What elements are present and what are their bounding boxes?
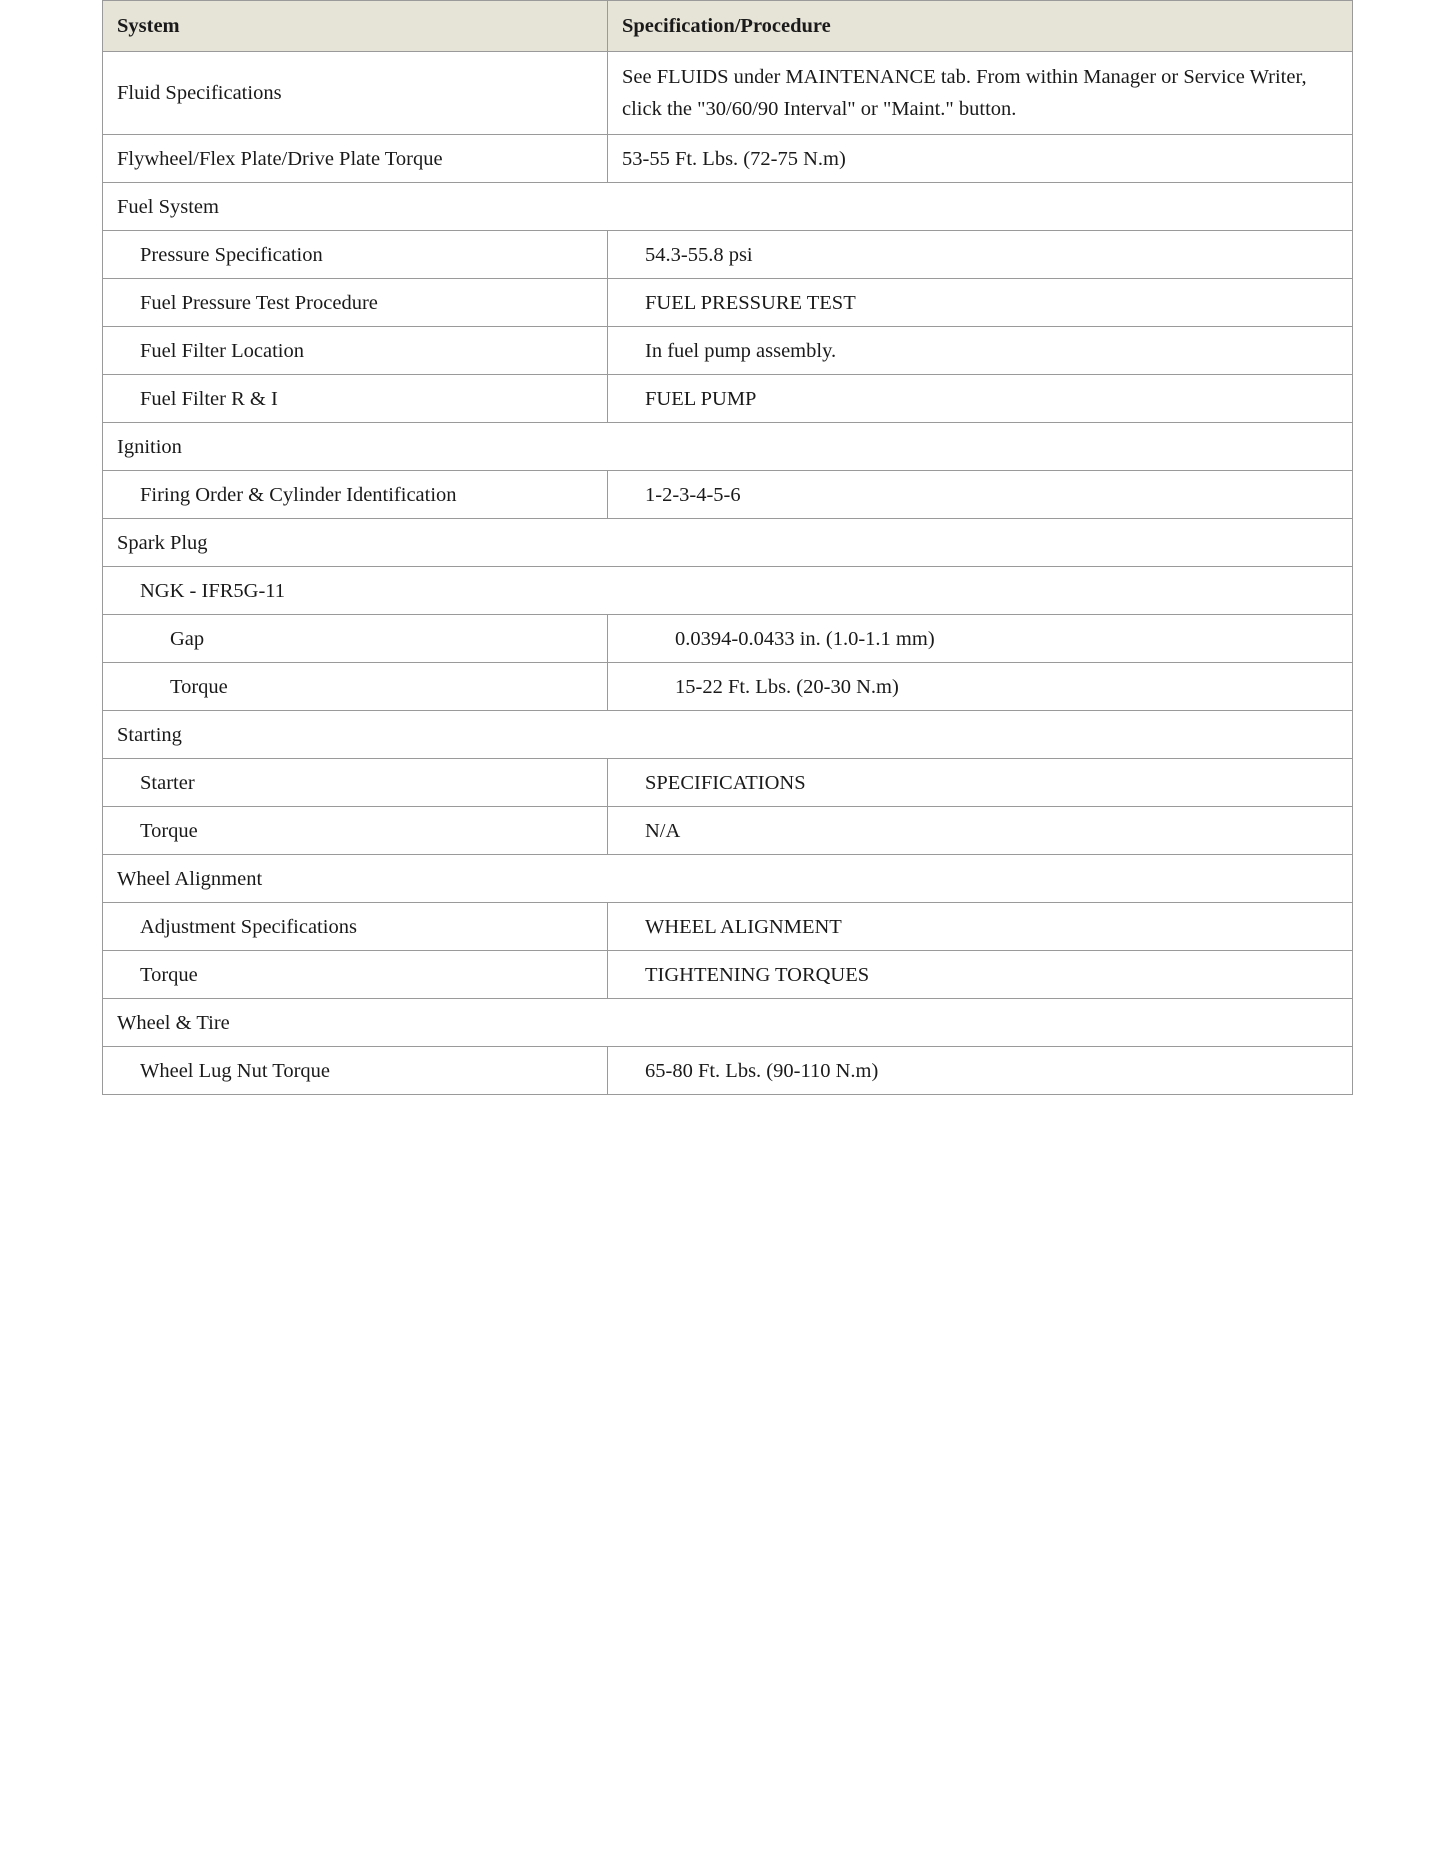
row-value-flywheel-torque: 53-55 Ft. Lbs. (72-75 N.m) — [608, 135, 1353, 183]
subsection-ngk-plug: NGK - IFR5G-11 — [103, 567, 1353, 615]
table-row — [103, 279, 1353, 327]
section-row — [103, 711, 1353, 759]
table-row — [103, 903, 1353, 951]
table-row — [103, 231, 1353, 279]
row-label-plug-torque: Torque — [103, 663, 608, 711]
table-row — [103, 951, 1353, 999]
row-label-fuel-pressure-test: Fuel Pressure Test Procedure — [103, 279, 608, 327]
row-value-firing-order: 1-2-3-4-5-6 — [608, 471, 1353, 519]
table-row — [103, 375, 1353, 423]
row-value-adjustment-specifications: WHEEL ALIGNMENT — [608, 903, 1353, 951]
table-row — [103, 135, 1353, 183]
table-row — [103, 1047, 1353, 1095]
row-label-adjustment-specifications: Adjustment Specifications — [103, 903, 608, 951]
row-label-gap: Gap — [103, 615, 608, 663]
row-value-alignment-torque: TIGHTENING TORQUES — [608, 951, 1353, 999]
row-value-plug-torque: 15-22 Ft. Lbs. (20-30 N.m) — [608, 663, 1353, 711]
specifications-table — [102, 0, 1353, 1095]
section-row — [103, 423, 1353, 471]
row-label-fluid-specifications: Fluid Specifications — [103, 52, 608, 135]
header-system: System — [103, 1, 608, 52]
row-label-pressure-specification: Pressure Specification — [103, 231, 608, 279]
row-label-fuel-filter-ri: Fuel Filter R & I — [103, 375, 608, 423]
section-fuel-system: Fuel System — [103, 183, 1353, 231]
section-ignition: Ignition — [103, 423, 1353, 471]
table-row — [103, 663, 1353, 711]
row-value-fuel-pressure-test: FUEL PRESSURE TEST — [608, 279, 1353, 327]
row-label-alignment-torque: Torque — [103, 951, 608, 999]
row-value-gap: 0.0394-0.0433 in. (1.0-1.1 mm) — [608, 615, 1353, 663]
row-value-fuel-filter-ri: FUEL PUMP — [608, 375, 1353, 423]
section-wheel-tire: Wheel & Tire — [103, 999, 1353, 1047]
row-value-pressure-specification: 54.3-55.8 psi — [608, 231, 1353, 279]
section-row — [103, 855, 1353, 903]
section-spark-plug: Spark Plug — [103, 519, 1353, 567]
table-row — [103, 807, 1353, 855]
row-label-starter: Starter — [103, 759, 608, 807]
row-label-lug-nut-torque: Wheel Lug Nut Torque — [103, 1047, 608, 1095]
section-row — [103, 183, 1353, 231]
header-row — [103, 1, 1353, 52]
table-row — [103, 615, 1353, 663]
row-label-firing-order: Firing Order & Cylinder Identification — [103, 471, 608, 519]
row-label-flywheel-torque: Flywheel/Flex Plate/Drive Plate Torque — [103, 135, 608, 183]
row-value-starter: SPECIFICATIONS — [608, 759, 1353, 807]
section-row — [103, 999, 1353, 1047]
row-label-starter-torque: Torque — [103, 807, 608, 855]
section-starting: Starting — [103, 711, 1353, 759]
row-value-lug-nut-torque: 65-80 Ft. Lbs. (90-110 N.m) — [608, 1047, 1353, 1095]
table-row — [103, 759, 1353, 807]
row-value-starter-torque: N/A — [608, 807, 1353, 855]
section-wheel-alignment: Wheel Alignment — [103, 855, 1353, 903]
table-row — [103, 471, 1353, 519]
table-row — [103, 52, 1353, 135]
row-value-fuel-filter-location: In fuel pump assembly. — [608, 327, 1353, 375]
table-row — [103, 327, 1353, 375]
header-spec: Specification/Procedure — [608, 1, 1353, 52]
row-label-fuel-filter-location: Fuel Filter Location — [103, 327, 608, 375]
row-value-fluid-specifications: See FLUIDS under MAINTENANCE tab. From within Manager or Service Writer, click the "30/60/90 Interval" or "Maint." button. — [608, 52, 1353, 135]
subsection-row — [103, 567, 1353, 615]
section-row — [103, 519, 1353, 567]
